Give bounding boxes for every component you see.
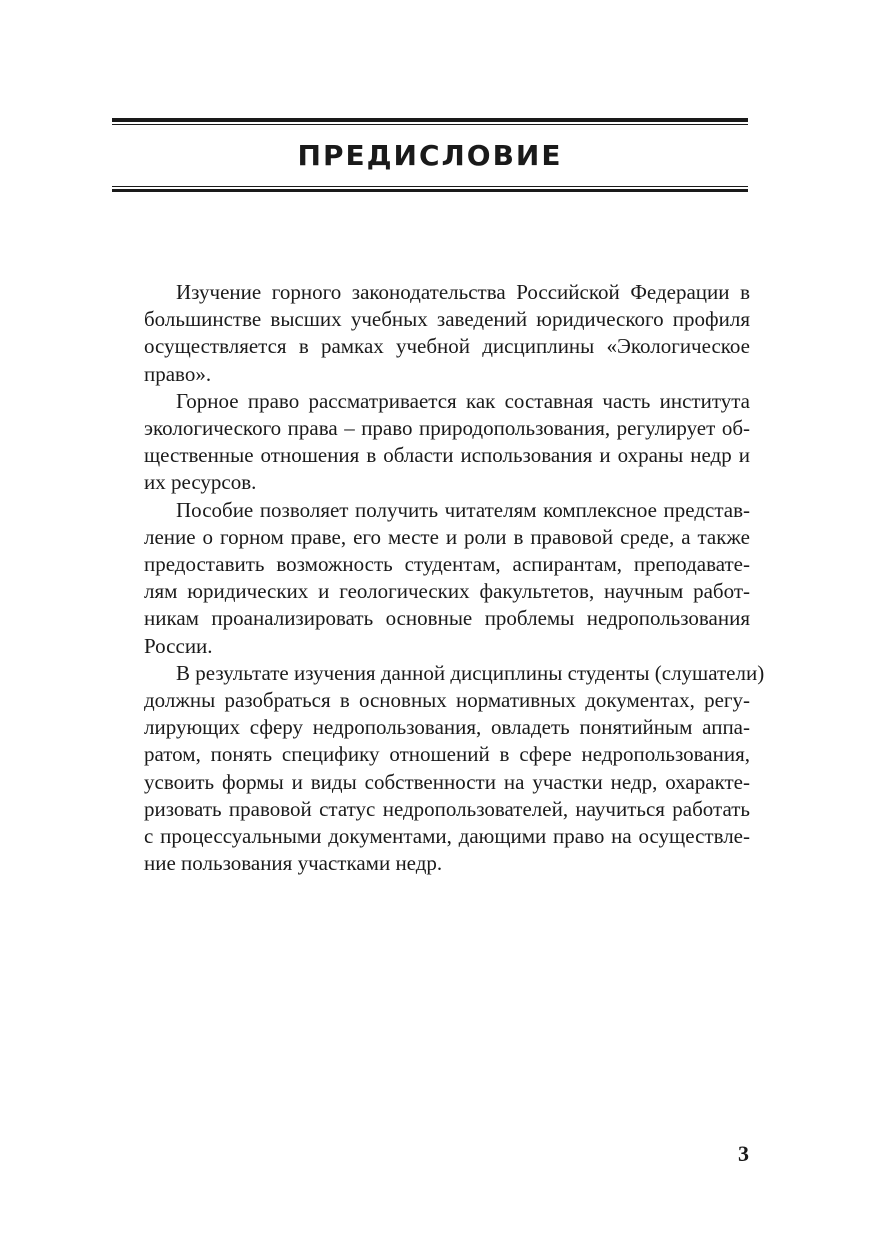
text-line: никам проанализировать основные проблемы недропользования xyxy=(144,606,750,631)
text-line: с процессуальными документами, дающими право на осуществле- xyxy=(144,824,750,849)
text-line: ризовать правовой статус недропользователей, научиться работать xyxy=(144,796,750,821)
page-title: ПРЕДИСЛОВИЕ xyxy=(297,139,563,172)
text-line: Горное право рассматривается как составная часть института xyxy=(176,388,750,413)
text-line: В результате изучения данной дисциплины студенты (слушатели) xyxy=(176,660,765,685)
text-line: право». xyxy=(144,361,212,386)
header-top-rules xyxy=(112,118,748,125)
text-line: ратом, понять специфику отношений в сфере недропользования, xyxy=(144,742,750,767)
text-line: лирующих сферу недропользования, овладеть понятийным аппа- xyxy=(144,715,750,740)
text-line: большинстве высших учебных заведений юридического профиля xyxy=(144,307,750,332)
text-line: Пособие позволяет получить читателям комплексное представ- xyxy=(176,497,750,522)
text-line: экологического права – право природопользования, регулирует об- xyxy=(144,416,750,441)
page-number: 3 xyxy=(738,1141,749,1166)
preface-body xyxy=(112,279,765,877)
paragraph-2 xyxy=(112,388,750,497)
text-line: усвоить формы и виды собственности на участки недр, охаракте- xyxy=(144,769,750,794)
text-line: лям юридических и геологических факультетов, научным работ- xyxy=(144,579,750,604)
text-line: России. xyxy=(144,633,213,658)
text-line: ление о горном праве, его месте и роли в правовой среде, а также xyxy=(144,524,750,549)
text-line: их ресурсов. xyxy=(144,470,257,495)
paragraph-3 xyxy=(112,497,750,660)
text-line: ние пользования участками недр. xyxy=(144,851,443,876)
paragraph-4 xyxy=(112,660,765,878)
paragraph-1 xyxy=(112,279,750,388)
header-rule-thin-top xyxy=(112,124,748,125)
text-line: щественные отношения в области использования и охраны недр и xyxy=(144,443,750,468)
header-rule-thick-bottom xyxy=(112,189,748,192)
text-line: осуществляется в рамках учебной дисциплины «Экологическое xyxy=(144,334,750,359)
text-line: Изучение горного законодательства Российской Федерации в xyxy=(176,280,750,304)
text-line: должны разобраться в основных нормативных документах, регу- xyxy=(144,688,750,713)
header-bottom-rules xyxy=(112,186,748,192)
text-line: предоставить возможность студентам, аспирантам, преподавате- xyxy=(144,552,750,577)
